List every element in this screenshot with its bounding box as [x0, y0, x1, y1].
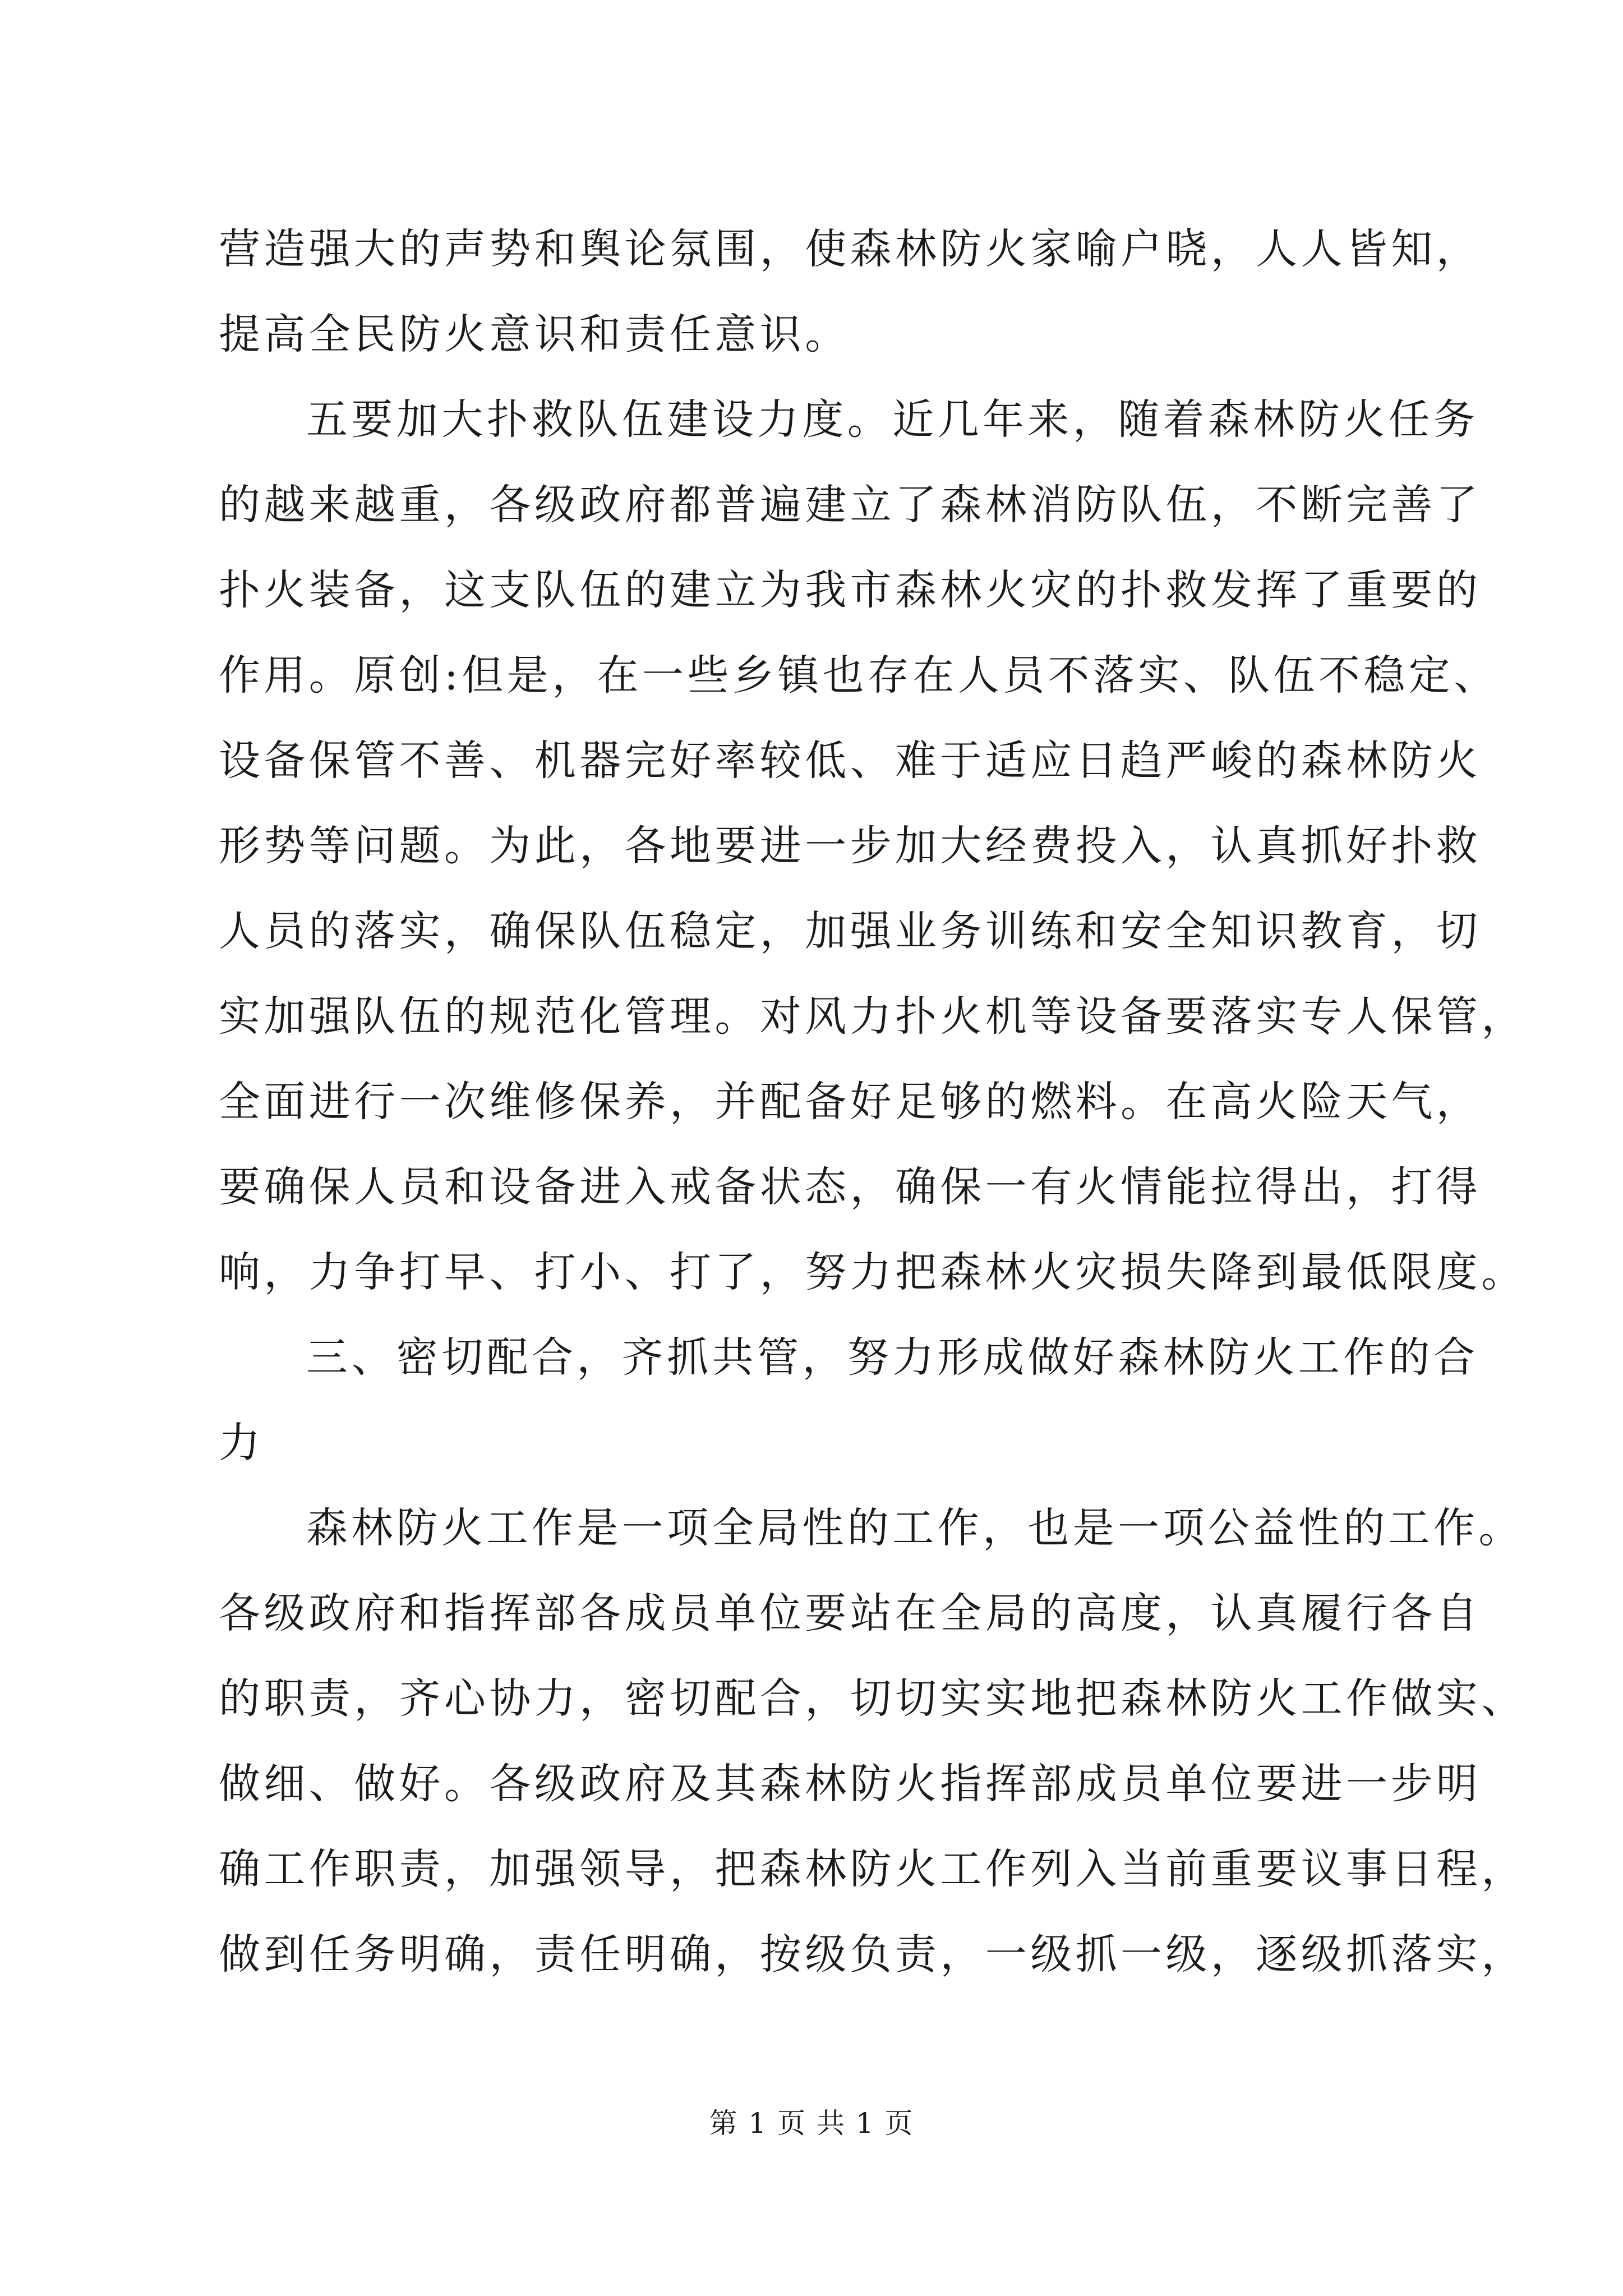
- text-line: 全面进行一次维修保养，并配备好足够的燃料。在高火险天气，: [219, 1078, 1482, 1126]
- text-line: 扑火装备，这支队伍的建立为我市森林火灾的扑救发挥了重要的: [219, 566, 1482, 614]
- text-line: 的越来越重，各级政府都普遍建立了森林消防队伍，不断完善了: [219, 481, 1482, 529]
- page-footer: 第 1 页 共 1 页: [709, 2107, 914, 2139]
- text-line: 作用。原创:但是，在一些乡镇也存在人员不落实、队伍不稳定、: [219, 651, 1499, 700]
- document-body: [219, 206, 1527, 1997]
- text-line: 形势等问题。为此，各地要进一步加大经费投入，认真抓好扑救: [219, 822, 1482, 870]
- section-heading: 三、密切配合，齐抓共管，努力形成做好森林防火工作的合: [306, 1333, 1479, 1382]
- text-line: 各级政府和指挥部各成员单位要站在全局的高度，认真履行各自: [219, 1589, 1482, 1637]
- text-line: 设备保管不善、机器完好率较低、难于适应日趋严峻的森林防火: [219, 737, 1482, 785]
- text-line: 提高全民防火意识和责任意识。: [219, 310, 850, 358]
- text-line: 做到任务明确，责任明确，按级负责，一级抓一级，逐级抓落实，: [219, 1930, 1527, 1978]
- text-line: 营造强大的声势和舆论氛围，使森林防火家喻户晓，人人皆知，: [219, 225, 1482, 273]
- text-line: 实加强队伍的规范化管理。对风力扑火机等设备要落实专人保管，: [219, 992, 1527, 1041]
- text-line: 做细、做好。各级政府及其森林防火指挥部成员单位要进一步明: [219, 1760, 1482, 1808]
- paragraph-start: 五要加大扑救队伍建设力度。近几年来，随着森林防火任务: [306, 395, 1479, 444]
- section-heading-continued: 力: [219, 1419, 264, 1467]
- text-line: 人员的落实，确保队伍稳定，加强业务训练和安全知识教育，切: [219, 907, 1482, 955]
- text-line: 响，力争打早、打小、打了，努力把森林火灾损失降到最低限度。: [219, 1248, 1527, 1296]
- text-line: 确工作职责，加强领导，把森林防火工作列入当前重要议事日程，: [219, 1845, 1527, 1893]
- text-line: 要确保人员和设备进入戒备状态，确保一有火情能拉得出，打得: [219, 1163, 1482, 1211]
- text-line: 的职责，齐心协力，密切配合，切切实实地把森林防火工作做实、: [219, 1674, 1527, 1723]
- paragraph-start: 森林防火工作是一项全局性的工作，也是一项公益性的工作。: [306, 1504, 1524, 1552]
